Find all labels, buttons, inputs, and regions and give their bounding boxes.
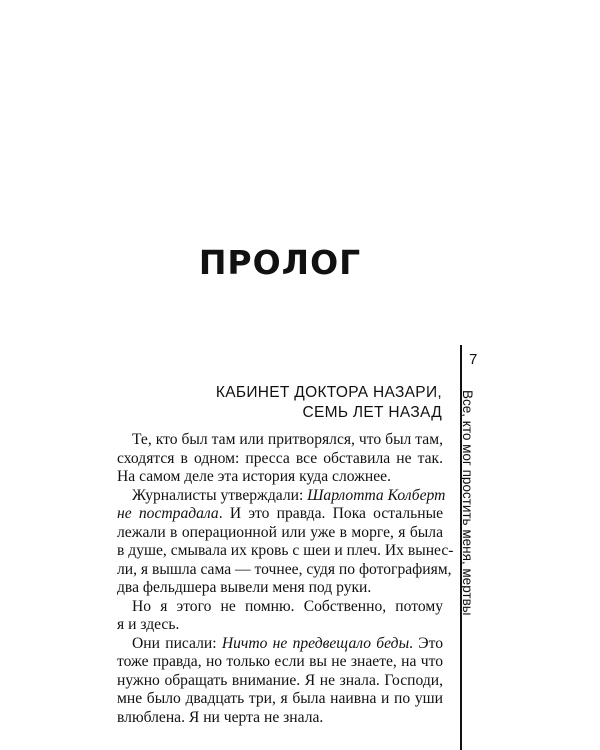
text-line: в душе, смывала их кровь с шеи и плеч. Их вынес- xyxy=(117,542,454,559)
text-line: ли, я вышла сама — точнее, судя по фотографиям, xyxy=(117,560,452,578)
text-line: На самом деле эта история куда сложнее. xyxy=(117,468,392,485)
text-run: . И это правда. Пока остальные xyxy=(218,505,443,522)
section-heading-line-1: КАБИНЕТ ДОКТОРА НАЗАРИ, xyxy=(215,384,442,401)
text-line: Те, кто был там или притворялся, что был там, xyxy=(132,431,443,448)
text-line: два фельдшера вывели меня под руки. xyxy=(117,579,372,596)
text-line: лежали в операционной или уже в морге, я была xyxy=(117,523,443,541)
section-heading xyxy=(216,383,442,423)
text-line: сходятся в одном: пресса все обставила не так. xyxy=(117,449,443,467)
italic-text: Шарлотта Колберт xyxy=(307,486,446,504)
italic-text: не пострадала xyxy=(117,505,219,522)
running-title: Все, кто мог простить меня, мертвы xyxy=(460,390,475,616)
text-line: я и здесь. xyxy=(117,616,180,633)
page-number: 7 xyxy=(469,351,478,368)
text-line xyxy=(117,505,443,524)
text-line: Но я этого не помню. Собственно, потому xyxy=(132,597,443,615)
text-line xyxy=(117,635,443,654)
text-line: мне было двадцать три, я была наивна и по уши xyxy=(117,690,443,707)
text-run: Журналисты утверждали: xyxy=(132,486,308,504)
italic-text: Ничто не предвещало беды xyxy=(221,634,410,652)
text-run: . Это xyxy=(409,634,444,652)
text-line xyxy=(117,486,446,506)
text-run: Они писали: xyxy=(132,634,222,652)
text-line: тоже правда, но только если вы не знаете, на что xyxy=(117,653,443,670)
text-line: нужно обращать внимание. Я не знала. Господи, xyxy=(117,671,443,689)
text-line: влюблена. Я ни черта не знала. xyxy=(117,708,324,726)
section-heading-line-2: СЕМЬ ЛЕТ НАЗАД xyxy=(302,404,442,421)
body-text xyxy=(117,431,454,727)
chapter-title: ПРОЛОГ xyxy=(198,243,362,282)
